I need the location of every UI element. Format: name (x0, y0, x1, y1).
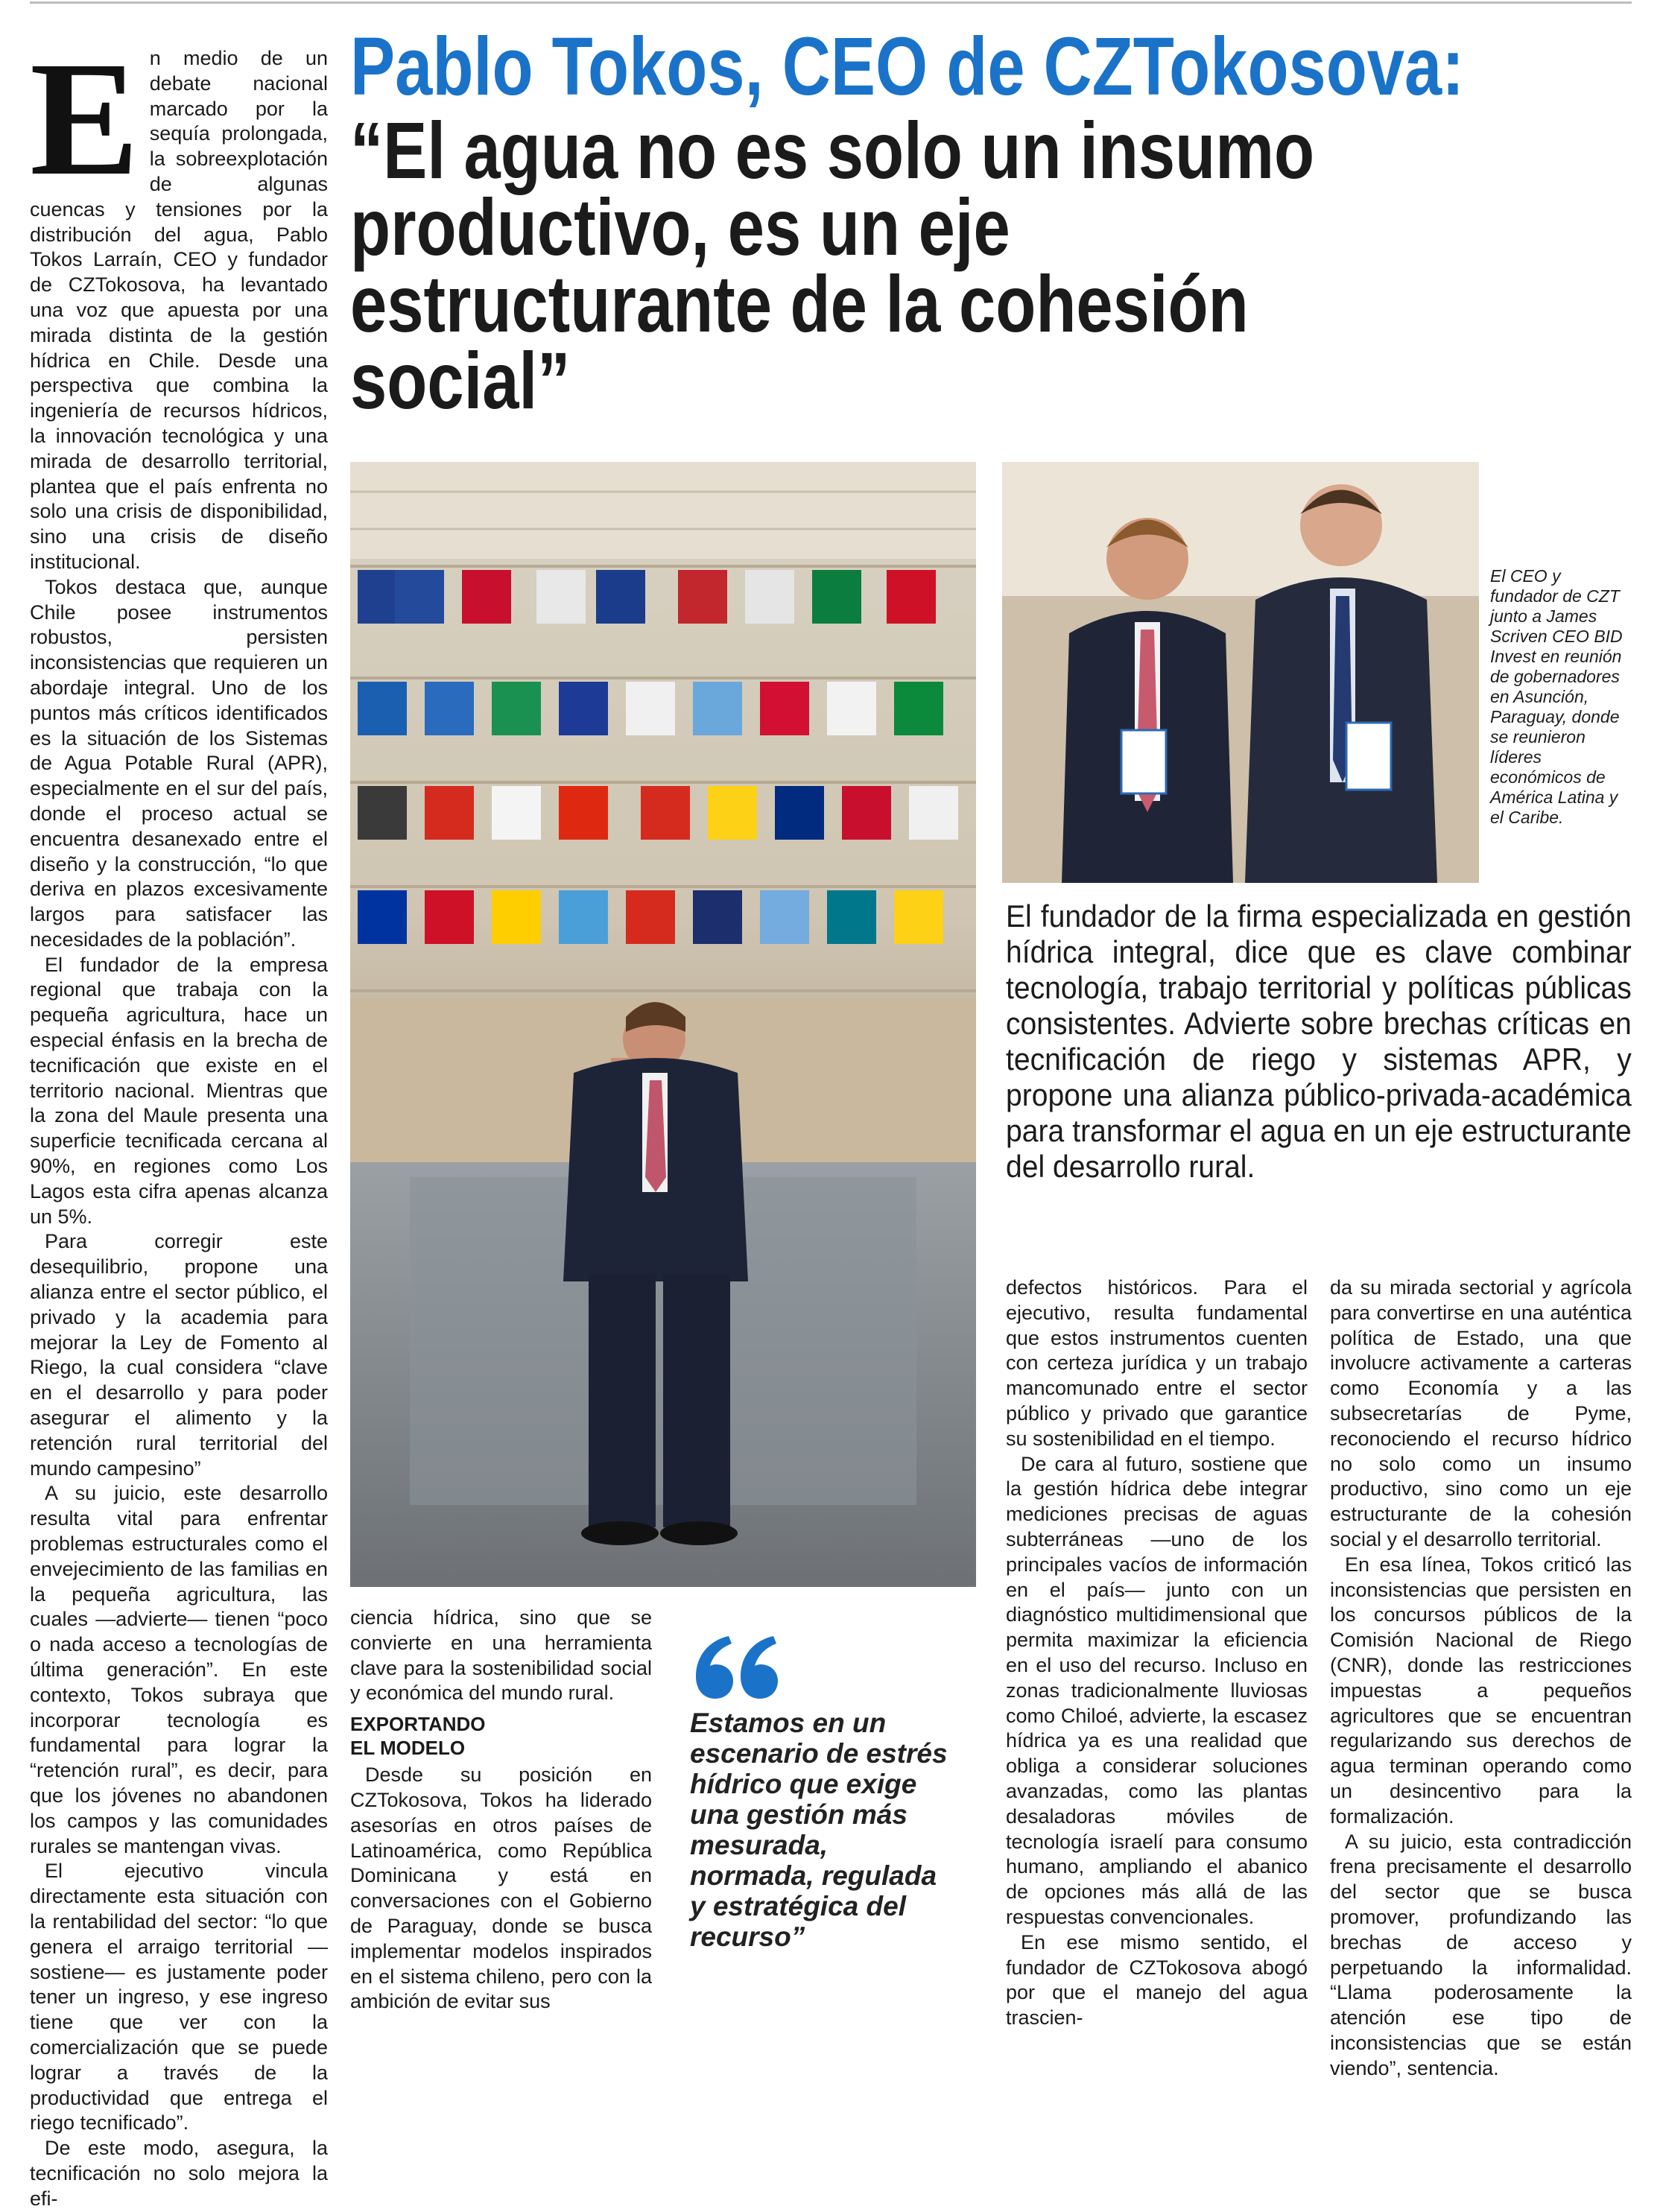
photo-caption: El CEO y fundador de CZT junto a James Scriven CEO BID Invest en reunión de gobernadores en Asunción, Paraguay, donde se reunieron líderes económicos de América Latina y el Caribe. (1490, 566, 1623, 827)
atrium-illustration (350, 462, 976, 1587)
flags-row-4 (358, 890, 943, 944)
paragraph: De cara al futuro, sostiene que la gestión hídrica debe integrar mediciones precisas de aguas subterráneas —uno de los principales vacíos de información en el país— junto con un diagnóstico multidimensional que permita maximizar la eficiencia en el uso del recurso. Incluso en zonas tradicionalmente lluviosas como Chiloé, advierte, la escasez hídrica ya es una realidad que obliga a considerar soluciones avanzadas, como las plantas desaladoras móviles de tecnología israelí para consumo humano, ampliando el abanico de opciones más allá de las respuestas convencionales. (1006, 1452, 1308, 1928)
paragraph: A su juicio, este desarrollo resulta vital para enfrentar problemas estructurales como el envejecimiento de las familias en la pequeña agricultura, las cuales —advierte— tienen “poco o nada acceso a tecnologías de última generación”. En este contexto, Tokos subraya que incorporar tecnología es fundamental para lograr la “retención rural”, es decir, para que los jóvenes no abandonen los campos y las comunidades rurales se mantengan vivas. (30, 1482, 328, 1857)
paragraph: Tokos destaca que, aunque Chile posee instrumentos robustos, persisten inconsistencias que requieren un abordaje integral. Uno de los puntos más críticos identificados es la situación de los Sistemas de Agua Potable Rural (APR), especialmente en el sur del país, donde el proceso actual se encuentra desanexado entre el diseño y la construcción, “lo que deriva en plazos excesivamente largos para satisfacer las necesidades de la población”. (30, 575, 328, 951)
section-subhead (350, 1712, 652, 1760)
flags-row-2 (358, 682, 943, 735)
paragraph: n medio de un debate nacional marcado por la sequía prolongada, la sobreexplotación de algunas cuencas y tensiones por la distribución del agua, Pablo Tokos Larraín, CEO y fundador de CZTokosova, ha levantado una voz que apuesta por una mirada distinta de la gestión hídrica en Chile. Desde una perspectiva que combina la ingeniería de recursos hídricos, la innovación tecnológica y una mirada de desarrollo territorial, plantea que el país enfrenta no solo una crisis de disponibilidad, sino una crisis de diseño institucional. (30, 47, 328, 573)
article-column-3 (1006, 1275, 1308, 2029)
paragraph: ciencia hídrica, sino que se convierte en una herramienta clave para la sostenibilidad social y económica del mundo rural. (350, 1606, 652, 1705)
quote-mark-icon (690, 1630, 779, 1705)
subhead-line: EXPORTANDO (350, 1713, 486, 1736)
subhead-line: EL MODELO (350, 1737, 466, 1760)
article-column-4 (1330, 1275, 1632, 2079)
paragraph: De este modo, asegura, la tecnificación no solo mejora la efi- (30, 2137, 328, 2210)
meeting-illustration (1002, 462, 1479, 883)
photo-ceo-with-scriven (1002, 462, 1479, 883)
paragraph: A su juicio, esta contradicción frena precisamente el desarrollo del sector que se busca promover, profundizando las brechas de acceso y perpetuando la informalidad. “Llama poderosamente la atención ese tipo de inconsistencias que se están viendo”, sentencia. (1330, 1830, 1632, 2079)
article-summary: El fundador de la firma especializada en gestión hídrica integral, dice que es clave combinar tecnología, trabajo territorial y políticas públicas consistentes. Advierte sobre brechas críticas en tecnificación de riego y sistemas APR, y propone una alianza público-privada-académica para transformar el agua en un eje estructurante del desarrollo rural. (1006, 899, 1632, 1184)
paragraph: En esa línea, Tokos criticó las inconsistencias que persisten en los concursos públicos de la Comisión Nacional de Riego (CNR), donde las restricciones impuestas a pequeños agricultores que se encuentran regularizando sus derechos de agua terminan operando como un desincentivo para la formalización. (1330, 1553, 1632, 1828)
headline-title: Pablo Tokos, CEO de CZTokosova: (350, 21, 1465, 112)
flags-row-3 (358, 786, 958, 840)
headline-quote: “El agua no es solo un insumo productivo, es un eje estructurante de la cohesión social” (350, 105, 1315, 425)
paragraph: Desde su posición en CZTokosova, Tokos ha liderado asesorías en otros países de Latinoamérica, como República Dominicana y está en conversaciones con el Gobierno de Paraguay, donde se busca implementar modelos inspirados en el sistema chileno, pero con la ambición de evitar sus (350, 1763, 652, 2013)
photo-ceo-atrium (350, 462, 976, 1587)
headline (350, 21, 1465, 425)
pull-quote: Estamos en un escenario de estrés hídrico que exige una gestión más mesurada, normada, regulada y estratégica del recurso” (690, 1708, 948, 1952)
paragraph: En ese mismo sentido, el fundador de CZTokosova abogó por que el manejo del agua trascien- (1006, 1930, 1308, 2029)
paragraph: da su mirada sectorial y agrícola para convertirse en una auténtica política de Estado, una que involucre activamente a carteras como Economía y a las subsecretarías de Pyme, reconociendo el recurso hídrico no solo como un insumo productivo, sino como un eje estructurante de la cohesión social y el desarrollo territorial. (1330, 1276, 1632, 1550)
flags-row-1 (358, 570, 936, 624)
paragraph: defectos históricos. Para el ejecutivo, resulta fundamental que estos instrumentos cuenten con certeza jurídica y un trabajo mancomunado entre el sector público y privado que garantice su sostenibilidad en el tiempo. (1006, 1276, 1308, 1450)
paragraph: El ejecutivo vincula directamente esta situación con la rentabilidad del sector: “lo que genera el arraigo territorial —sostiene— es justamente poder tener un ingreso, y ese ingreso tiene que ver con la comercialización que se puede lograr a través de la productividad que entrega el riego tecnificado”. (30, 1860, 328, 2135)
drop-cap: E (30, 28, 139, 209)
person-silhouette (563, 1002, 748, 1545)
paragraph: Para corregir este desequilibrio, propone una alianza entre el sector público, el privado y la academia para mejorar la Ley de Fomento al Riego, la cual considera “clave en el desarrollo y para poder asegurar el alimento y la retención rural territorial del mundo campesino” (30, 1230, 328, 1480)
article-column-2 (350, 1606, 652, 2023)
top-rule (30, 1, 1632, 4)
article-column-1 (30, 28, 328, 2210)
paragraph: El fundador de la empresa regional que trabaja con la pequeña agricultura, hace un especial énfasis en la brecha de tecnificación que existe en el territorio nacional. Mientras que la zona del Maule presenta una superficie tecnificada cercana al 90%, en regiones como Los Lagos esta cifra apenas alcanza un 5%. (30, 953, 328, 1228)
